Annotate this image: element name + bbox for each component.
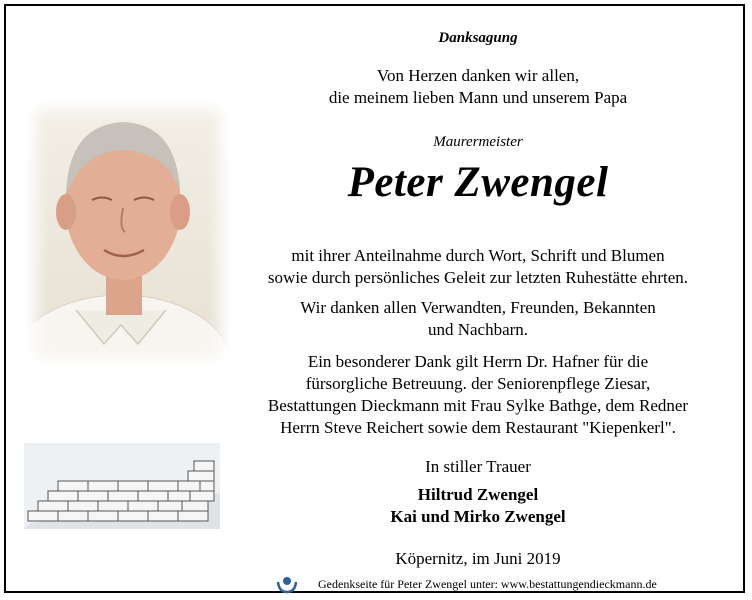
text-line: mit ihrer Anteilnahme durch Wort, Schrift und Blumen [291, 246, 665, 265]
mourner-name: Kai und Mirko Zwengel [390, 507, 566, 526]
thanks-paragraph-1 [232, 245, 724, 289]
text-line: Herrn Steve Reichert sowie dem Restaurant "Kiepenkerl". [280, 418, 676, 437]
portrait-photo [26, 100, 230, 368]
brick-wall-icon [24, 443, 220, 529]
memorial-page-icon [276, 574, 298, 594]
thanks-paragraph-2 [232, 297, 724, 341]
text-line: fürsorgliche Betreuung. der Seniorenpflege Ziesar, [305, 374, 651, 393]
text-line: Bestattungen Dieckmann mit Frau Sylke Bathge, dem Redner [267, 396, 689, 415]
footer [276, 574, 736, 594]
text-line: Ein besonderer Dank gilt Herrn Dr. Hafner für die [307, 352, 649, 371]
text-line: sowie durch persönliches Geleit zur letzten Ruhestätte ehrten. [267, 268, 689, 287]
heading: Danksagung [438, 30, 518, 46]
footer-text: Gedenkseite für Peter Zwengel unter: www.bestattungendieckmann.de [318, 576, 657, 591]
text-line: Wir danken allen Verwandten, Freunden, Bekannten [300, 298, 656, 317]
profession: Maurermeister [433, 134, 523, 150]
intro-line: die meinem lieben Mann und unserem Papa [328, 88, 628, 107]
thanks-paragraph-3 [232, 351, 724, 439]
deceased-name: Peter Zwengel [347, 159, 609, 206]
mourners [232, 484, 724, 528]
text-line: und Nachbarn. [427, 320, 529, 339]
place-date: Köpernitz, im Juni 2019 [395, 549, 561, 568]
intro-text [232, 65, 724, 109]
intro-line: Von Herzen danken wir allen, [376, 66, 580, 85]
mourner-name: Hiltrud Zwengel [417, 485, 539, 504]
mourning-label: In stiller Trauer [425, 457, 531, 476]
